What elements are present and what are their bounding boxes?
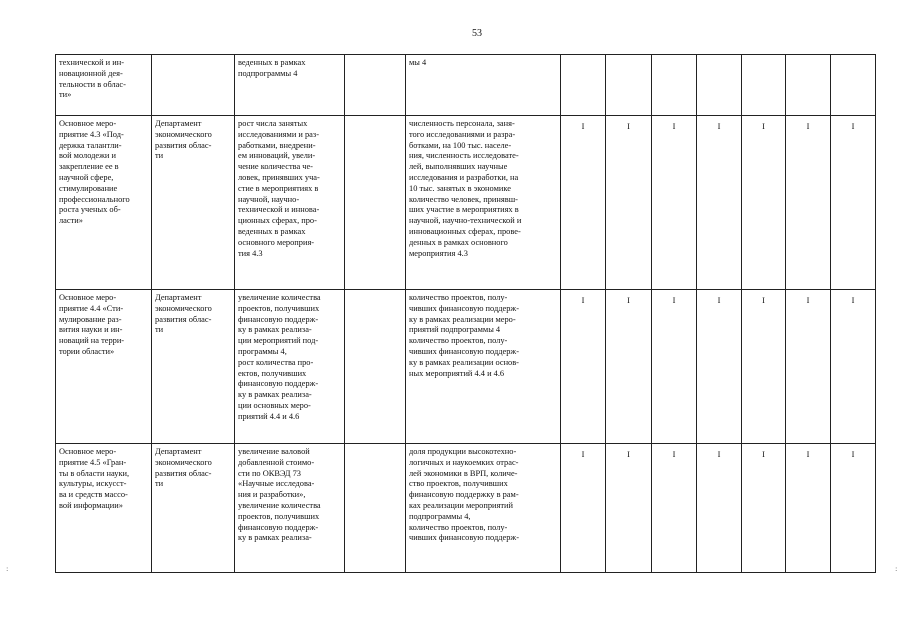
page-number: 53	[472, 28, 482, 39]
mark-cell: I	[561, 444, 606, 573]
mark-cell: I	[561, 116, 606, 290]
table-row	[56, 290, 876, 444]
result-cell: веденных в рамках подпрограммы 4	[235, 55, 345, 116]
left-margin-mark: :	[6, 565, 9, 573]
mark-cell: I	[831, 290, 876, 444]
executor-cell: Департамент экономического развития облас- ти	[152, 116, 235, 290]
mark-cell: I	[742, 444, 786, 573]
mark-cell	[652, 55, 697, 116]
result-cell: увеличение валовой добавленной стоимо- сти по ОКВЭД 73 «Научные исследова- ния и разработки», увеличение количества проектов, получивших финансовую поддерж- ку в рамках реализа-	[235, 444, 345, 573]
executor-cell	[152, 55, 235, 116]
empty-cell	[345, 55, 406, 116]
mark-cell	[831, 55, 876, 116]
mark-cell	[606, 55, 652, 116]
mark-cell: I	[652, 444, 697, 573]
table-body	[56, 55, 876, 573]
mark-cell: I	[606, 116, 652, 290]
measure-cell: Основное меро- приятие 4.5 «Гран- ты в области науки, культуры, искусст- ва и средств массо- вой информации»	[56, 444, 152, 573]
mark-cell: I	[606, 290, 652, 444]
result-cell: увеличение количества проектов, получивших финансовую поддерж- ку в рамках реализа- ции мероприятий под- программы 4, рост количества про- ектов, получивших финансовую поддерж- ку в рамках реализа- ции основных меро- приятий 4.4 и 4.6	[235, 290, 345, 444]
indicator-cell: доля продукции высокотехно- логичных и наукоемких отрас- лей экономики в ВРП, количе- ство проектов, получивших финансовую поддержку в рам- ках реализации мероприятий подпрограммы 4, количество проектов, полу- чивших финансовую поддерж-	[406, 444, 561, 573]
mark-cell: I	[831, 116, 876, 290]
mark-cell	[742, 55, 786, 116]
indicator-cell: численность персонала, заня- того исследованиями и разра- ботками, на 100 тыс. населе- ния, численность исследовате- лей, выполнявших научные исследования и разработки, на 10 тыс. занятых в экономике количество человек, принявш- ших участие в мероприятиях в научной, научно-технической и инновационных сферах, прове- денных в рамках основного мероприятия 4.3	[406, 116, 561, 290]
mark-cell: I	[831, 444, 876, 573]
executor-cell: Департамент экономического развития облас- ти	[152, 444, 235, 573]
mark-cell: I	[697, 116, 742, 290]
mark-cell: I	[606, 444, 652, 573]
indicator-cell: мы 4	[406, 55, 561, 116]
mark-cell: I	[786, 290, 831, 444]
empty-cell	[345, 444, 406, 573]
empty-cell	[345, 290, 406, 444]
measure-cell: Основное меро- приятие 4.3 «Под- держка талантли- вой молодежи и закрепление ее в научной сфере, стимулирование профессионального роста ученых об- ласти»	[56, 116, 152, 290]
result-cell: рост числа занятых исследованиями и раз- работками, внедрени- ем инноваций, увели- чение количества че- ловек, принявших уча- стие в мероприятиях в научной, научно- технической и иннова- ционных сферах, про- веденных в рамках основного мероприя- тия 4.3	[235, 116, 345, 290]
mark-cell: I	[697, 444, 742, 573]
program-measures-table	[55, 54, 876, 573]
right-margin-mark: :	[895, 565, 898, 573]
mark-cell: I	[697, 290, 742, 444]
mark-cell: I	[742, 116, 786, 290]
mark-cell	[561, 55, 606, 116]
table-row	[56, 444, 876, 573]
mark-cell: I	[561, 290, 606, 444]
measure-cell: Основное меро- приятие 4.4 «Сти- мулирование раз- вития науки и ин- новаций на терри- тории области»	[56, 290, 152, 444]
mark-cell: I	[786, 444, 831, 573]
table-row	[56, 116, 876, 290]
indicator-cell: количество проектов, полу- чивших финансовую поддерж- ку в рамках реализации меро- приятий подпрограммы 4 количество проектов, полу- чивших финансовую поддерж- ку в рамках реализации основ- ных мероприятий 4.4 и 4.6	[406, 290, 561, 444]
mark-cell	[786, 55, 831, 116]
mark-cell: I	[786, 116, 831, 290]
mark-cell: I	[742, 290, 786, 444]
mark-cell: I	[652, 290, 697, 444]
executor-cell: Департамент экономического развития облас- ти	[152, 290, 235, 444]
table-row	[56, 55, 876, 116]
measure-cell: технической и ин- новационной дея- тельности в облас- ти»	[56, 55, 152, 116]
mark-cell: I	[652, 116, 697, 290]
empty-cell	[345, 116, 406, 290]
mark-cell	[697, 55, 742, 116]
